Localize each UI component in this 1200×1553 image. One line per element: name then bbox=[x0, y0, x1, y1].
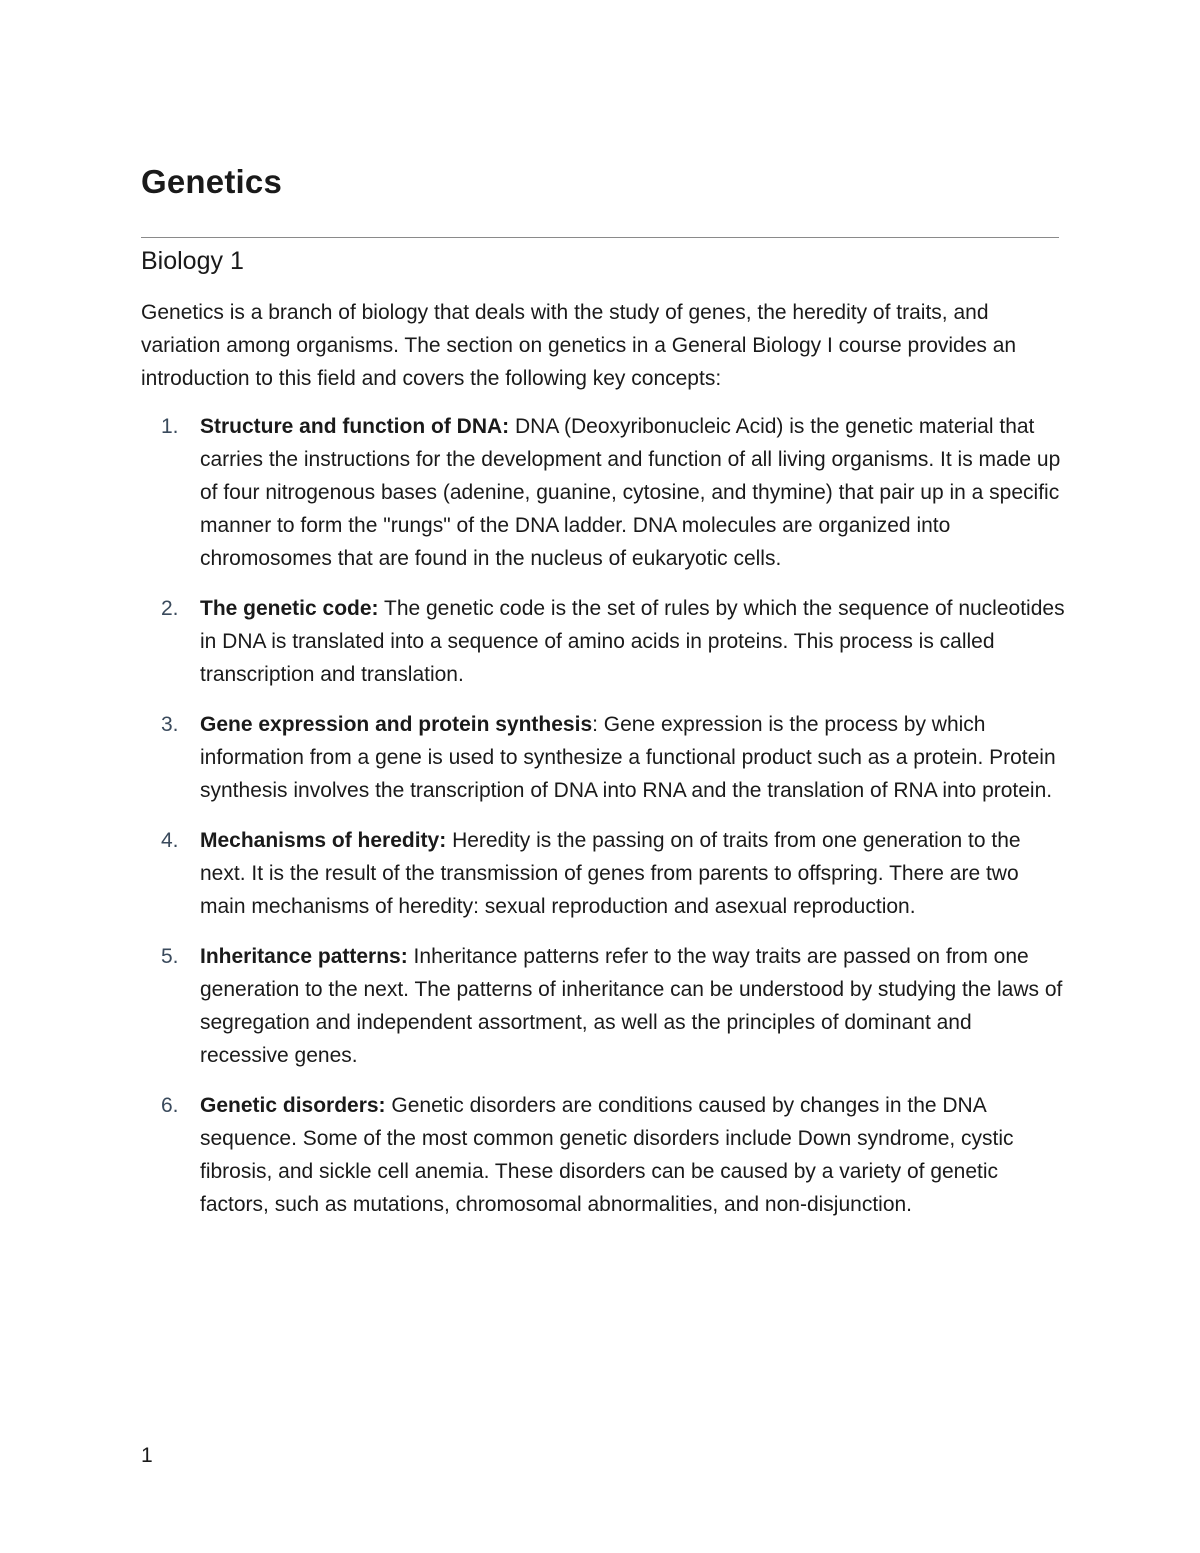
concept-text: Inheritance patterns refer to the way traits are passed on from one generation to the next. The patterns of inheritance can be understood by studying the laws of segregation and independent assortment, as well as the principles of dominant and recessive genes. bbox=[200, 945, 1063, 1067]
title-divider bbox=[141, 237, 1059, 238]
concept-text: Genetic disorders are conditions caused by changes in the DNA sequence. Some of the most common genetic disorders include Down syndrome, cystic fibrosis, and sickle cell anemia. These disorders can be caused by a variety of genetic factors, such as mutations, chromosomal abnormalities, and non-disjunction. bbox=[200, 1094, 1014, 1216]
document-subtitle: Biology 1 bbox=[141, 247, 244, 275]
concept-number: 3. bbox=[161, 713, 179, 736]
intro-paragraph: Genetics is a branch of biology that deals with the study of genes, the heredity of traits, and variation among organisms. The section on genetics in a General Biology I course provides an introduction to this field and covers the following key concepts: bbox=[141, 301, 1017, 390]
page-number: 1 bbox=[141, 1444, 153, 1467]
concept-number: 6. bbox=[161, 1094, 179, 1117]
concept-term: Gene expression and protein synthesis bbox=[200, 713, 593, 736]
concept-text: The genetic code is the set of rules by which the sequence of nucleotides in DNA is translated into a sequence of amino acids in proteins. This process is called transcription and translation. bbox=[200, 597, 1065, 686]
concept-text: Heredity is the passing on of traits from one generation to the next. It is the result of the transmission of genes from parents to offspring. There are two main mechanisms of heredity: sexual reproduction and asexual reproduction. bbox=[200, 829, 1021, 918]
concept-item-heredity bbox=[141, 824, 1066, 923]
concept-number: 4. bbox=[161, 829, 179, 852]
concept-term: Structure and function of DNA: bbox=[200, 415, 510, 438]
key-concepts-list bbox=[141, 410, 1066, 1238]
concept-item-dna-structure bbox=[141, 410, 1066, 575]
concept-term: Genetic disorders: bbox=[200, 1094, 386, 1117]
document-title: Genetics bbox=[141, 163, 282, 200]
concept-item-inheritance-patterns bbox=[141, 940, 1066, 1072]
concept-number: 1. bbox=[161, 415, 179, 438]
concept-item-gene-expression bbox=[141, 708, 1066, 807]
concept-item-genetic-disorders bbox=[141, 1089, 1066, 1221]
concept-text: DNA (Deoxyribonucleic Acid) is the genetic material that carries the instructions for the development and function of all living organisms. It is made up of four nitrogenous bases (adenine, guanine, cytosine, and thymine) that pair up in a specific manner to form the "rungs" of the DNA ladder. DNA molecules are organized into chromosomes that are found in the nucleus of eukaryotic cells. bbox=[200, 415, 1061, 570]
concept-text: : Gene expression is the process by which information from a gene is used to synthesize a functional product such as a protein. Protein synthesis involves the transcription of DNA into RNA and the translation of RNA into protein. bbox=[200, 713, 1056, 802]
concept-term: Inheritance patterns: bbox=[200, 945, 408, 968]
concept-number: 5. bbox=[161, 945, 179, 968]
concept-term: The genetic code: bbox=[200, 597, 379, 620]
concept-number: 2. bbox=[161, 597, 179, 620]
concept-term: Mechanisms of heredity: bbox=[200, 829, 447, 852]
concept-item-genetic-code bbox=[141, 592, 1066, 691]
